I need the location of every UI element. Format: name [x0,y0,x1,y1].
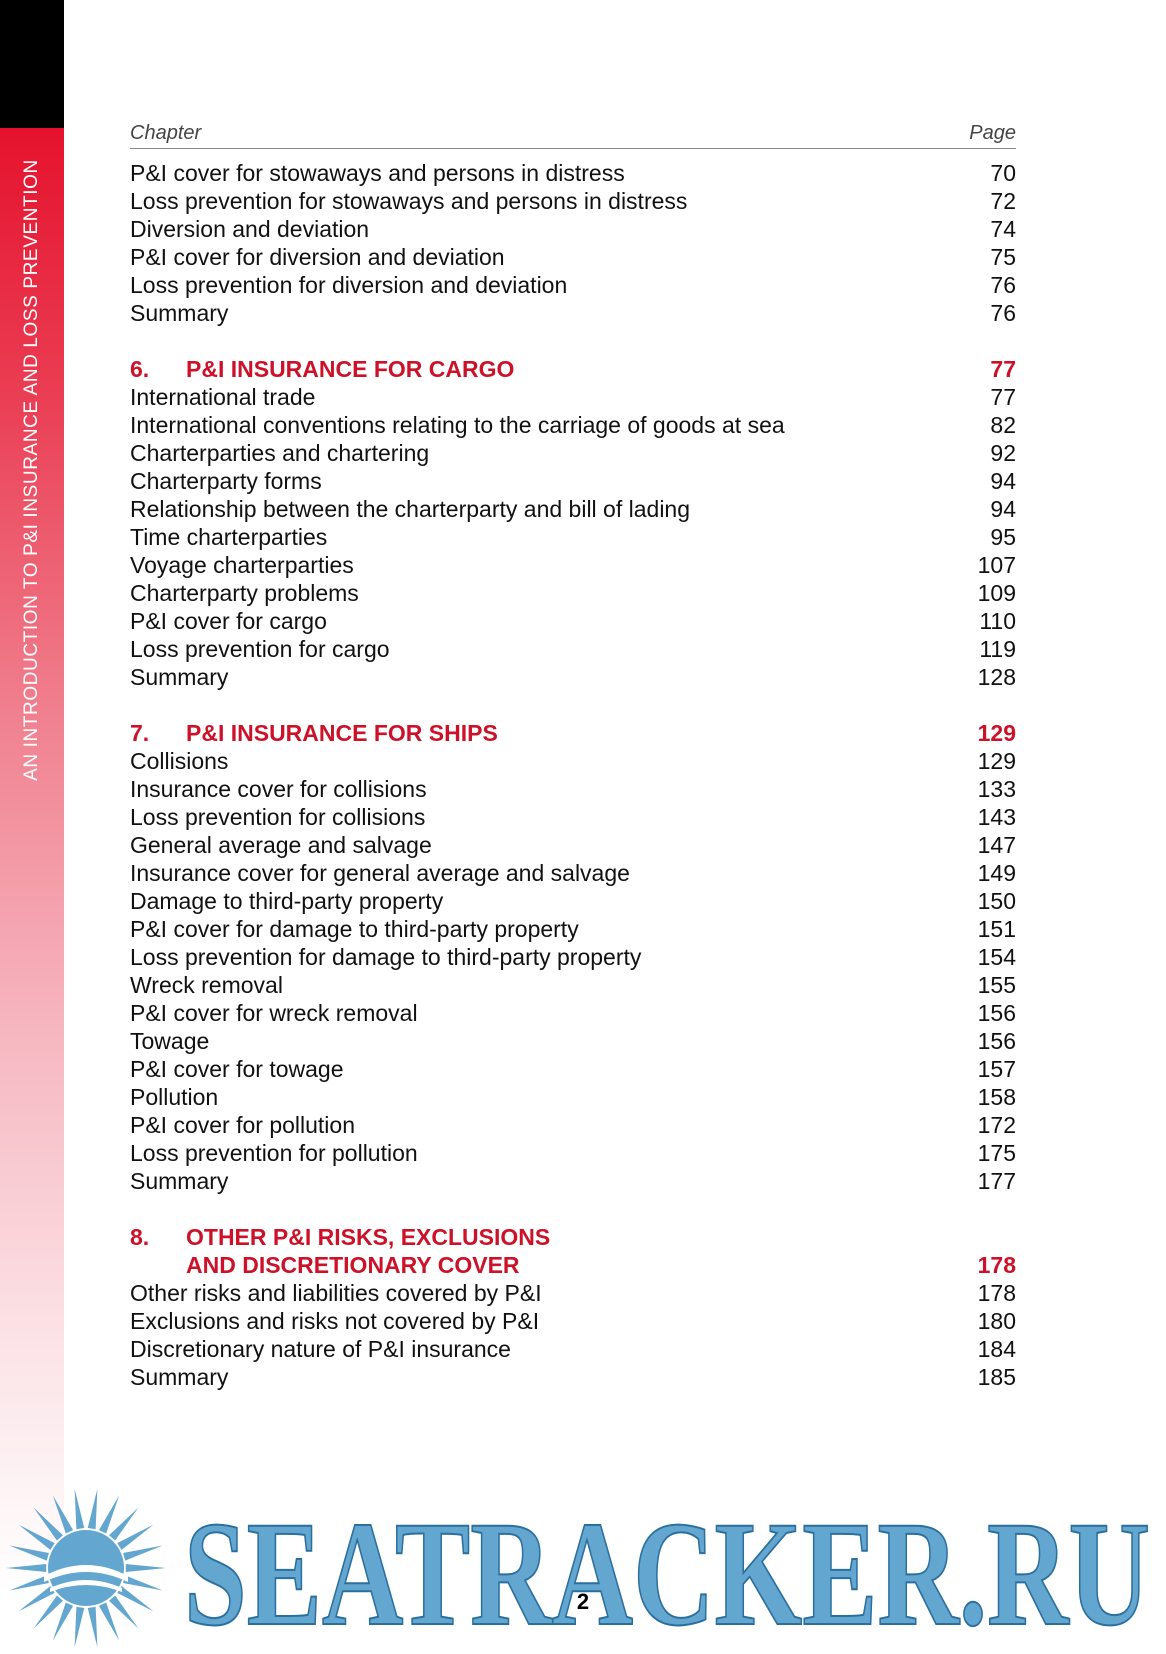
toc-entry [130,915,1016,943]
toc-entry-page: 133 [977,776,1016,802]
toc-entry-page: 128 [977,664,1016,690]
chapter-column-label: Chapter [130,122,202,144]
toc-entry-page: 178 [977,1280,1016,1306]
toc-entry [130,215,1016,243]
toc-entry-page: 82 [990,412,1016,438]
section-number: 7. [130,720,150,746]
toc-entry-title: P&I cover for stowaways and persons in distress [130,160,625,186]
section-7 [130,719,1016,1195]
toc-entry-title: Insurance cover for general average and salvage [130,860,630,886]
toc-entry-title: P&I cover for towage [130,1056,344,1082]
toc-entry-title: Other risks and liabilities covered by P&I [130,1280,542,1306]
toc-entry [130,999,1016,1027]
toc-entry [130,971,1016,999]
toc-entry-title: Pollution [130,1084,219,1110]
toc-entry-page: 72 [990,188,1016,214]
toc-entry-title: Damage to third-party property [130,888,444,914]
toc-entry [130,159,1016,187]
toc-entry-page: 156 [977,1028,1016,1054]
toc-entry-title: Summary [130,1168,229,1194]
toc-entry-title: Exclusions and risks not covered by P&I [130,1308,540,1334]
toc-entry [130,467,1016,495]
toc-entry [130,551,1016,579]
toc-entry-page: 143 [977,804,1016,830]
toc-entry-page: 156 [977,1000,1016,1026]
toc-entry [130,831,1016,859]
toc-entry-page: 184 [977,1336,1016,1362]
toc-entry-title: Loss prevention for collisions [130,804,426,830]
toc-entry-title: P&I cover for damage to third-party property [130,916,579,942]
toc-entry-page: 77 [990,384,1016,410]
toc-entry-page: 95 [990,524,1016,550]
section-title-line-1: OTHER P&I RISKS, EXCLUSIONS [186,1224,551,1250]
toc-entry-page: 75 [990,244,1016,270]
toc-entry [130,579,1016,607]
toc-entry-title: Charterparty forms [130,468,322,494]
toc-entry [130,635,1016,663]
toc-entry [130,887,1016,915]
toc-entry-title: Summary [130,300,229,326]
toc-entry [130,747,1016,775]
toc-entry [130,1279,1016,1307]
toc-entry-title: Loss prevention for cargo [130,636,390,662]
toc-entry [130,243,1016,271]
toc-entry [130,383,1016,411]
toc-entry-page: 154 [977,944,1016,970]
toc-entry [130,943,1016,971]
watermark-label: SEATRACKER.RU [184,1498,1150,1638]
toc-entry-title: Loss prevention for damage to third-party property [130,944,642,970]
intro-entries [130,159,1016,327]
toc-entry-title: Discretionary nature of P&I insurance [130,1336,511,1362]
toc-entry-title: Loss prevention for diversion and deviation [130,272,568,298]
toc-entry [130,803,1016,831]
section-title: P&I INSURANCE FOR SHIPS [186,720,498,746]
toc-entry [130,859,1016,887]
toc-entry-page: 155 [977,972,1016,998]
sun-ray [6,1564,46,1572]
toc-entry [130,1139,1016,1167]
toc-entry-page: 74 [990,216,1016,242]
toc-entry-title: Voyage charterparties [130,552,354,578]
toc-entry-page: 151 [977,916,1016,942]
toc-entry-page: 76 [990,272,1016,298]
toc-entry-title: P&I cover for cargo [130,608,327,634]
toc-entry [130,663,1016,691]
sun-ray [99,1495,119,1533]
toc-entry-title: Time charterparties [130,524,328,550]
section-title-line-2: AND DISCRETIONARY COVER [186,1252,520,1278]
watermark-text [184,1498,1154,1638]
toc-entry-page: 129 [977,748,1016,774]
toc-entry [130,607,1016,635]
toc-entry-title: Charterparty problems [130,580,359,606]
toc-entry-page: 177 [977,1168,1016,1194]
section-8 [130,1223,1016,1391]
toc-entry-title: P&I cover for diversion and deviation [130,244,505,270]
toc-entry-title: Towage [130,1028,210,1054]
section-heading [130,355,1016,383]
toc-entry [130,495,1016,523]
toc-entry-page: 70 [990,160,1016,186]
toc-entry-title: International conventions relating to the carriage of goods at sea [130,412,785,438]
toc-entry-page: 147 [977,832,1016,858]
toc-entry-page: 172 [977,1112,1016,1138]
sun-ray [88,1489,98,1529]
toc-entry-title: General average and salvage [130,832,432,858]
toc-entry-title: Loss prevention for stowaways and persons in distress [130,188,688,214]
toc-entry-title: Summary [130,1364,229,1390]
toc-entry [130,523,1016,551]
toc-entry-page: 110 [979,608,1016,634]
toc-entry [130,1307,1016,1335]
toc-entry-page: 175 [977,1140,1016,1166]
toc-entry [130,271,1016,299]
toc-entry-page: 76 [990,300,1016,326]
section-page: 77 [990,356,1016,382]
toc-entry-page: 92 [990,440,1016,466]
section-number: 8. [130,1224,150,1250]
toc-entry [130,299,1016,327]
section-heading [130,719,1016,747]
section-page: 129 [977,720,1016,746]
toc-entry [130,1055,1016,1083]
toc-entry-page: 107 [977,552,1016,578]
toc-entry [130,1027,1016,1055]
toc-entry [130,187,1016,215]
toc-entry-page: 157 [977,1056,1016,1082]
page-column-label: Page [969,122,1016,144]
toc-entry-page: 109 [977,580,1016,606]
toc-entry-page: 94 [990,468,1016,494]
toc-entry-page: 185 [977,1364,1016,1390]
section-heading [130,1223,1016,1279]
section-number: 6. [130,356,150,382]
toc-entry-title: Relationship between the charterparty and bill of lading [130,496,691,522]
toc-entry [130,411,1016,439]
sun-ray [123,1545,163,1560]
sidebar-running-title: AN INTRODUCTION TO P&I INSURANCE AND LOSS PREVENTION [21,159,42,781]
section-title: P&I INSURANCE FOR CARGO [186,356,515,382]
sun-ray [126,1564,166,1572]
toc-entry-title: Wreck removal [130,972,283,998]
toc-entry-title: Collisions [130,748,229,774]
toc-entry [130,1083,1016,1111]
toc-entry-title: Summary [130,664,229,690]
toc-entry-page: 180 [977,1308,1016,1334]
toc-entry [130,1111,1016,1139]
toc-entry-title: Insurance cover for collisions [130,776,427,802]
toc-entry-title: P&I cover for pollution [130,1112,356,1138]
sun-ray [53,1495,73,1533]
toc-header [130,122,1016,149]
toc-entry-title: Diversion and deviation [130,216,370,242]
sun-ray [75,1489,85,1529]
toc-entry [130,1363,1016,1391]
toc-entry [130,1167,1016,1195]
toc-entry-page: 150 [977,888,1016,914]
toc-entry-title: Charterparties and chartering [130,440,430,466]
table-of-contents [130,122,1016,1391]
toc-entry-page: 149 [977,860,1016,886]
toc-entry-page: 158 [977,1084,1016,1110]
toc-entry [130,439,1016,467]
toc-entry-title: International trade [130,384,316,410]
toc-entry-page: 94 [990,496,1016,522]
section-page: 178 [977,1252,1016,1278]
toc-entry-page: 119 [979,636,1016,662]
toc-entry [130,1335,1016,1363]
sidebar-black-block [0,0,64,128]
toc-entry-title: P&I cover for wreck removal [130,1000,418,1026]
sun-ray [9,1545,49,1560]
toc-entry [130,775,1016,803]
toc-entry-title: Loss prevention for pollution [130,1140,418,1166]
page-number: 2 [576,1589,590,1614]
section-6 [130,355,1016,691]
